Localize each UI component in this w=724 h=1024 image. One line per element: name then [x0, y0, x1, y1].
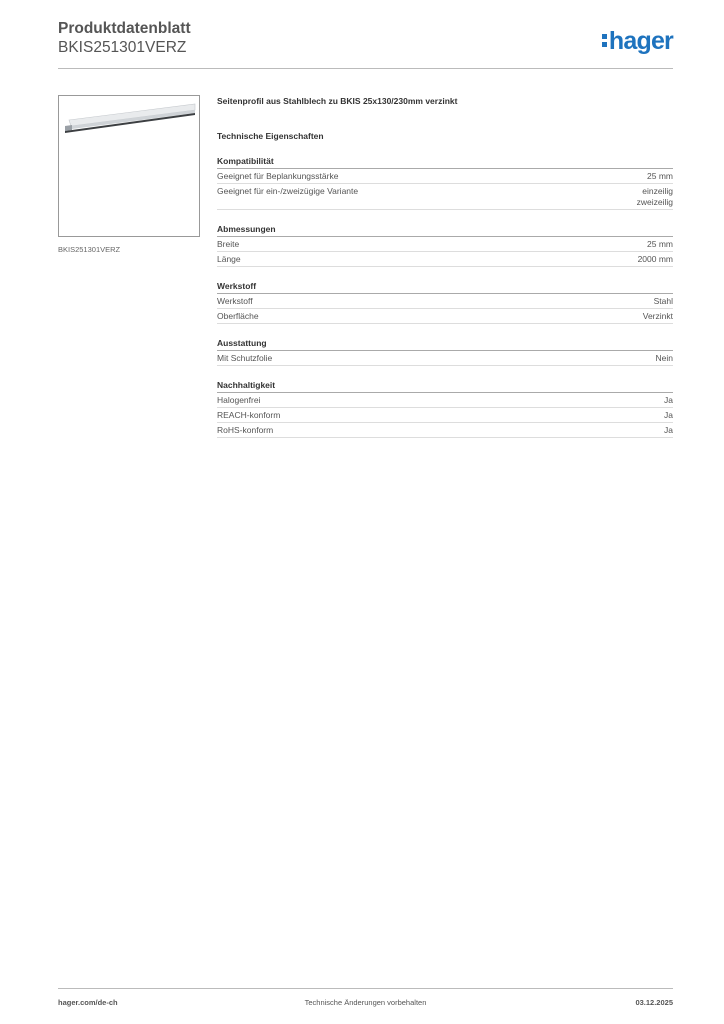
row-label: REACH-konform	[217, 410, 281, 420]
row-value	[664, 395, 673, 406]
section-equipment	[217, 337, 673, 366]
row-value	[637, 186, 673, 208]
table-row	[217, 252, 673, 267]
row-value-line: 25 mm	[647, 239, 673, 249]
row-value-line: 25 mm	[647, 171, 673, 181]
row-label: Länge	[217, 254, 241, 264]
section-compatibility	[217, 155, 673, 210]
table-row	[217, 184, 673, 210]
row-label: Mit Schutzfolie	[217, 353, 273, 363]
technical-properties-heading: Technische Eigenschaften	[217, 131, 324, 141]
footer-date: 03.12.2025	[635, 998, 673, 1007]
row-value-line: Ja	[664, 395, 673, 405]
row-value-line: einzeilig	[642, 186, 673, 196]
product-details	[217, 96, 673, 438]
row-value	[647, 239, 673, 250]
table-row	[217, 393, 673, 408]
row-value	[664, 425, 673, 436]
row-label: RoHS-konform	[217, 425, 274, 435]
table-row	[217, 408, 673, 423]
row-value	[654, 296, 673, 307]
row-value-line: 2000 mm	[637, 254, 673, 264]
table-row	[217, 237, 673, 252]
row-label: Halogenfrei	[217, 395, 261, 405]
section-title: Nachhaltigkeit	[217, 379, 673, 393]
section-sustainability	[217, 379, 673, 438]
section-material	[217, 280, 673, 324]
section-title: Werkstoff	[217, 280, 673, 294]
section-dimensions	[217, 223, 673, 267]
row-value	[643, 311, 673, 322]
row-label: Geeignet für Beplankungsstärke	[217, 171, 339, 181]
image-caption: BKIS251301VERZ	[58, 245, 121, 254]
row-value-line: Ja	[664, 410, 673, 420]
header-divider	[58, 68, 673, 69]
row-value-line: Ja	[664, 425, 673, 435]
document-subtitle: BKIS251301VERZ	[58, 39, 187, 56]
footer-divider	[58, 988, 673, 989]
row-value	[656, 353, 673, 364]
page-header	[58, 20, 673, 57]
document-title: Produktdatenblatt	[58, 20, 191, 37]
table-row	[217, 294, 673, 309]
section-title: Ausstattung	[217, 337, 673, 351]
logo-text: hager	[608, 27, 673, 55]
hager-logo	[602, 27, 673, 55]
footer-disclaimer: Technische Änderungen vorbehalten	[304, 998, 427, 1007]
logo-colon-icon	[602, 33, 607, 49]
row-value-line: zweizeilig	[636, 197, 673, 207]
footer-website: hager.com/de-ch	[58, 998, 118, 1007]
table-row	[217, 309, 673, 324]
section-title: Abmessungen	[217, 223, 673, 237]
row-label: Oberfläche	[217, 311, 259, 321]
row-label: Werkstoff	[217, 296, 253, 306]
row-label: Breite	[217, 239, 240, 249]
row-value-line: Nein	[655, 353, 673, 363]
row-label: Geeignet für ein-/zweizügige Variante	[217, 186, 359, 196]
table-row	[217, 169, 673, 184]
row-value	[647, 171, 673, 182]
row-value	[664, 410, 673, 421]
product-description: Seitenprofil aus Stahlblech zu BKIS 25x130/230mm verzinkt	[217, 96, 458, 106]
row-value-line: Stahl	[653, 296, 673, 306]
row-value	[638, 254, 673, 265]
side-profile-image	[59, 96, 199, 236]
product-image	[58, 95, 200, 237]
table-row	[217, 351, 673, 366]
row-value-line: Verzinkt	[642, 311, 673, 321]
table-row	[217, 423, 673, 438]
section-title: Kompatibilität	[217, 155, 673, 169]
